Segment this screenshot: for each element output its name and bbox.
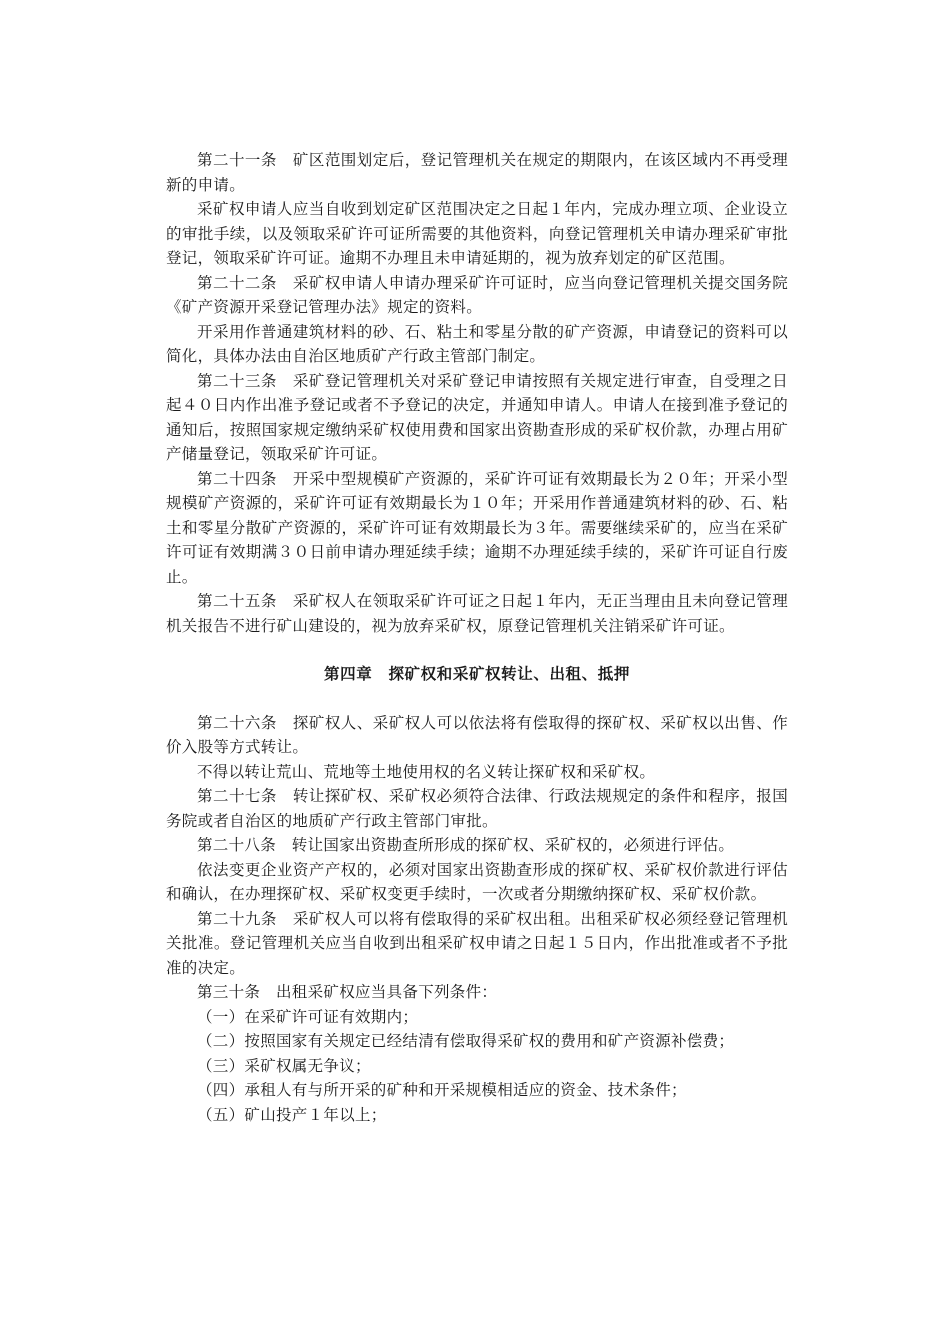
- article-30-paragraph: 第三十条 出租采矿权应当具备下列条件：: [197, 983, 498, 1001]
- condition-item-2: （二）按照国家有关规定已经结清有偿取得采矿权的费用和矿产资源补偿费；: [197, 1032, 735, 1050]
- condition-item-3: （三）采矿权属无争议；: [197, 1056, 371, 1075]
- document-body: [166, 148, 788, 1127]
- article-28-paragraph: 第二十八条 转让国家出资勘查所形成的探矿权、采矿权的，必须进行评估。: [197, 836, 735, 854]
- article-26-paragraph: 第二十六条 探矿权人、采矿权人可以依法将有偿取得的探矿权、采矿权以出售、作价入股等方式转让。: [166, 713, 788, 756]
- condition-item-4: （四）承租人有与所开采的矿种和开采规模相适应的资金、技术条件；: [197, 1081, 687, 1099]
- article-26-clause-2: 不得以转让荒山、荒地等土地使用权的名义转让探矿权和采矿权。: [197, 762, 656, 781]
- article-21-clause-2: 采矿权申请人应当自收到划定矿区范围决定之日起１年内，完成办理立项、企业设立的审批手续，以及领取采矿许可证所需要的其他资料，向登记管理机关申请办理采矿审批登记，领取采矿许可证。逾期不办理且未申请延期的，视为放弃划定的矿区范围。: [166, 200, 788, 267]
- article-24-paragraph: 第二十四条 开采中型规模矿产资源的，采矿许可证有效期最长为２０年；开采小型规模矿产资源的，采矿许可证有效期最长为１０年；开采用作普通建筑材料的砂、石、粘土和零星分散矿产资源的，采矿许可证有效期最长为３年。需要继续采矿的，应当在采矿许可证有效期满３０日前申请办理延续手续；逾期不办理延续手续的，采矿许可证自行废止。: [166, 469, 788, 586]
- article-29-paragraph: 第二十九条 采矿权人可以将有偿取得的采矿权出租。出租采矿权必须经登记管理机关批准。登记管理机关应当自收到出租采矿权申请之日起１５日内，作出批准或者不予批准的决定。: [166, 909, 788, 977]
- chapter-heading: 第四章 探矿权和采矿权转让、出租、抵押: [324, 665, 630, 683]
- article-22-clause-2: 开采用作普通建筑材料的砂、石、粘土和零星分散的矿产资源，申请登记的资料可以简化，具体办法由自治区地质矿产行政主管部门制定。: [166, 322, 788, 365]
- condition-item-5: （五）矿山投产１年以上；: [197, 1105, 387, 1124]
- condition-item-1: （一）在采矿许可证有效期内；: [197, 1007, 419, 1026]
- article-27-paragraph: 第二十七条 转让探矿权、采矿权必须符合法律、行政法规规定的条件和程序，报国务院或者自治区的地质矿产行政主管部门审批。: [166, 787, 788, 830]
- article-25-paragraph: 第二十五条 采矿权人在领取采矿许可证之日起１年内，无正当理由且未向登记管理机关报告不进行矿山建设的，视为放弃采矿权，原登记管理机关注销采矿许可证。: [166, 592, 788, 635]
- article-23-paragraph: 第二十三条 采矿登记管理机关对采矿登记申请按照有关规定进行审查，自受理之日起４０日内作出准予登记或者不予登记的决定，并通知申请人。申请人在接到准予登记的通知后，按照国家规定缴纳采矿权使用费和国家出资勘查形成的采矿权价款，办理占用矿产储量登记，领取采矿许可证。: [166, 371, 788, 463]
- article-28-clause-2: 依法变更企业资产产权的，必须对国家出资勘查形成的探矿权、采矿权价款进行评估和确认，在办理探矿权、采矿权变更手续时，一次或者分期缴纳探矿权、采矿权价款。: [166, 860, 788, 903]
- article-21-paragraph: 第二十一条 矿区范围划定后，登记管理机关在规定的期限内，在该区域内不再受理新的申请。: [166, 151, 788, 194]
- article-22-paragraph: 第二十二条 采矿权申请人申请办理采矿许可证时，应当向登记管理机关提交国务院《矿产资源开采登记管理办法》规定的资料。: [166, 273, 788, 316]
